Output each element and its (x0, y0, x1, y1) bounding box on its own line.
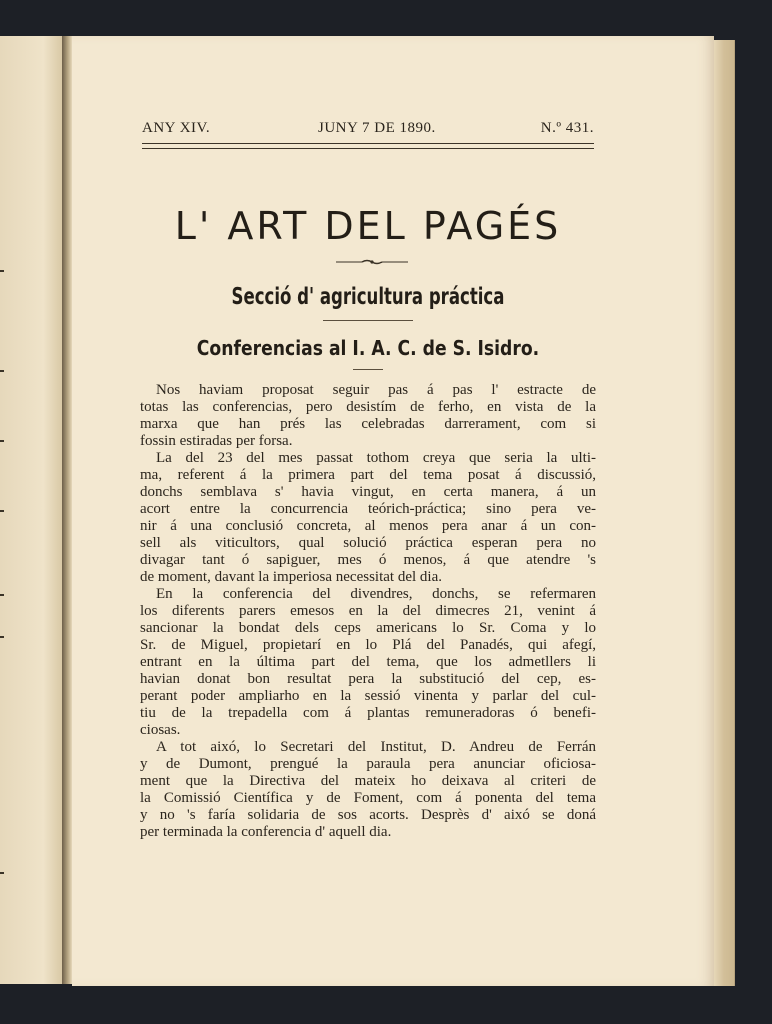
paragraph-line: ment que la Directiva del mateix ho deixava al criteri de (140, 773, 596, 789)
paragraph-line: la Comissió Científica y de Foment, com á ponenta del tema (140, 790, 596, 806)
document-page (72, 36, 714, 986)
masthead-title: L' ART DEL PAGÉS (174, 204, 562, 248)
edge-mark (0, 510, 4, 512)
edge-mark (0, 270, 4, 272)
paragraph-line: de moment, davant la imperiosa necessitat del dia. (140, 569, 442, 585)
edge-mark (0, 594, 4, 596)
paragraph-line: tiu de la trepadella com á plantas remuneradoras ó benefi- (140, 705, 596, 721)
paragraph-line: y de Dumont, prengué la paraula pera anunciar oficiosa- (140, 756, 596, 772)
paragraph-line: divagar tant ó sapiguer, mes ó menos, á que atendre 's (140, 552, 596, 568)
section-rule (323, 320, 413, 321)
issue-number: N.º 431. (540, 120, 594, 136)
header-double-rule (142, 143, 594, 149)
page-stack-edge (714, 40, 735, 986)
left-facing-page (0, 36, 64, 984)
edge-mark (0, 872, 4, 874)
edge-mark (0, 440, 4, 442)
paragraph-line: perant poder ampliarho en la sessió vinenta y parlar del cul- (140, 688, 596, 704)
paragraph-line: ma, referent á la primera part del tema posat á discussió, (140, 467, 596, 483)
issue-date: JUNY 7 DE 1890. (318, 120, 436, 136)
paragraph-line: Sr. de Miguel, propietarí en lo Plá del Panadés, qui afegí, (140, 637, 596, 653)
volume-label: ANY XIV. (142, 120, 211, 136)
paragraph-line: havian donat bon resultat pera la substitució del cep, es- (140, 671, 596, 687)
paragraph-line: acort entre la concurrencia teórich-práctica; sino pera ve- (140, 501, 596, 517)
paragraph-line: sell als viticultors, qual solució práctica esperan pera no (140, 535, 596, 551)
article-subtitle: Conferencias al I. A. C. de S. Isidro. (196, 336, 540, 360)
paragraph-line: donchs semblava s' havia vingut, en certa manera, á un (140, 484, 596, 500)
paragraph-line: marxa que han prés las celebradas darrerament, com si (140, 416, 596, 432)
paragraph-line: nir á una conclusió concreta, al menos pera anar á un con- (140, 518, 596, 534)
running-header (142, 120, 594, 140)
article-body (140, 382, 596, 841)
paragraph-line: En la conferencia del divendres, donchs, se refermaren (156, 586, 596, 602)
paragraph-line: totas las conferencias, pero desistím de ferho, en vista de la (140, 399, 596, 415)
book-gutter (62, 36, 72, 984)
paragraph-line: Nos haviam proposat seguir pas á pas l' estracte de (156, 382, 596, 398)
paragraph-line: entrant en la última part del tema, que los admetllers li (140, 654, 596, 670)
edge-mark (0, 636, 4, 638)
ornament-divider (336, 259, 408, 265)
paragraph-line: los diferents parers emesos en la del dimecres 21, venint á (140, 603, 596, 619)
paragraph-line: La del 23 del mes passat tothom creya que seria la ulti- (156, 450, 596, 466)
paragraph-line: per terminada la conferencia d' aquell dia. (140, 824, 392, 840)
paragraph-line: sancionar la bondat dels ceps americans lo Sr. Coma y lo (140, 620, 596, 636)
subtitle-rule (353, 369, 383, 370)
paragraph-line: ciosas. (140, 722, 181, 738)
section-heading: Secció d' agricultura práctica (231, 284, 505, 310)
paragraph-line: fossin estiradas per forsa. (140, 433, 293, 449)
edge-mark (0, 370, 4, 372)
paragraph-line: y no 's faría solidaria de sos acorts. Desprès d' aixó se doná (140, 807, 596, 823)
paragraph-line: A tot aixó, lo Secretari del Institut, D. Andreu de Ferrán (156, 739, 596, 755)
